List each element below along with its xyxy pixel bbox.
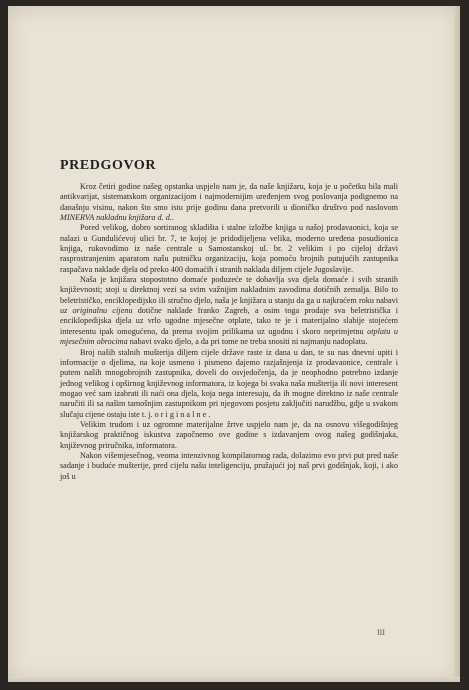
book-page: [8, 6, 460, 682]
paragraph-text: Broj naših stalnih mušterija diljem cijele države raste iz dana u dan, te su nas dnevni upiti i informacije o djelima, na koje usmeno i pismeno dajemo razjašnjenja iz prodavaonice, centrale i putem naših mnogobrojnih zastupnika, doveli do osvjedočenja, da je neophodno potrebno izdanje jednog velikog i opširnog književnog informatora, iz kojega bi svaka naša mušterija ili novi interesent mogao već sam izabrati ili naći ona djela, koja nega interesuju, da ih mogne direktno iz naše centrale naručiti ili sa našim tamošnjim zastupnikom pri njegovom posjetu zaključiti narudžbu, gdje u svakom slučaju cijene ostaju iste t. j.: [60, 347, 398, 419]
spaced-word: o r i g i n a l n e .: [154, 409, 211, 419]
page-edge-right: [454, 6, 460, 682]
paragraph-4: [60, 348, 398, 420]
page-number: III: [377, 628, 385, 637]
paragraph-1: [60, 182, 398, 223]
emphasis-original-price: uz originalnu cijenu: [60, 306, 133, 316]
emphasis-installments: otplatu u mjesečnim obrocima: [60, 326, 399, 347]
paragraph-3: [60, 275, 398, 347]
paragraph-text: Kroz četiri godine našeg opstanka uspjelo nam je, da naše knjižaru, koja je u početku bila mali antikvarijat, sistematskom organizacijom i najmodernijim uređenjem svog poslovanja podignemo na današnju visinu, nakon što smo istu prije godinu dana pretvorili u dioničko društvo pod naslovom: [60, 182, 398, 212]
paragraph-end: .: [171, 213, 174, 223]
page-heading: PREDGOVOR: [60, 158, 157, 173]
paragraph-2: Pored velikog, dobro sortiranog skladišta i stalne izložbe knjiga u našoj prodavaonici, koja se nalazi u Gundulićevoj ulici br. 7, te kojoj je pridodijeljena velika, moderno uređena posudionica knjiga, rukovodimo iz naše centrale u Samostanskoj ul. br. 2 velikim i po cijeloj državi rasprostranjenim aparatom našu putničku organizaciju, koja pomoću brojnih putujućih zastupnika raspačava naklade djela od preko 400 domaćih i stranih naklada diljem cijele Jugoslavije.: [60, 223, 398, 274]
paragraph-text: Naša je knjižara stopostotno domaće poduzeće te dobavlja sva djela domaće i svih stranih književnosti; stoji u direktnoj vezi sa svim važnijim nakladnim zavodima dotičnih zemalja. Bilo to beletrističko, enciklopedijsko ili stručno djelo, naša je knjižara u stanju da ga u najkraćem roku nabavi: [60, 275, 398, 305]
preface-text: [60, 182, 398, 482]
paragraph-text-mid: dotične naklade franko Zagreb, a osim toga prodaje sva beletristička i enciklopedijska djela uz vrlo ugodne mjesečne otplate, tako te je i materijalno slabije stojećem interesentu ipak omogućeno, da prema svojim prilikama uz ugodnu i skoro neprimjetnu: [60, 306, 399, 336]
paragraph-6: Nakon višemjesečnog, veoma intenzivnog kompilatornog rada, dolazimo evo prvi put pred naše sadanje i buduće mušterije, pred cijelu našu inteligenciju, pružajući joj naš prvi godišnjak, koji, i ako još u: [60, 450, 398, 481]
paragraph-5: Velikim trudom i uz ogromne materijalne žrtve uspjelo nam je, da na osnovu višegodišnjeg knjižarskog praktičnog iskustva započnemo ove godine s izdavanjem ovog našeg godišnjaka, književnog priručnika, informatora.: [60, 419, 398, 450]
paragraph-end: nabavi svako djelo, a da pri tome ne treba snositi ni najmanju nadoplatu.: [127, 337, 368, 347]
page-edge-bottom: [8, 677, 460, 682]
company-name: MINERVA nakladnu knjižara d. d.: [60, 213, 172, 223]
